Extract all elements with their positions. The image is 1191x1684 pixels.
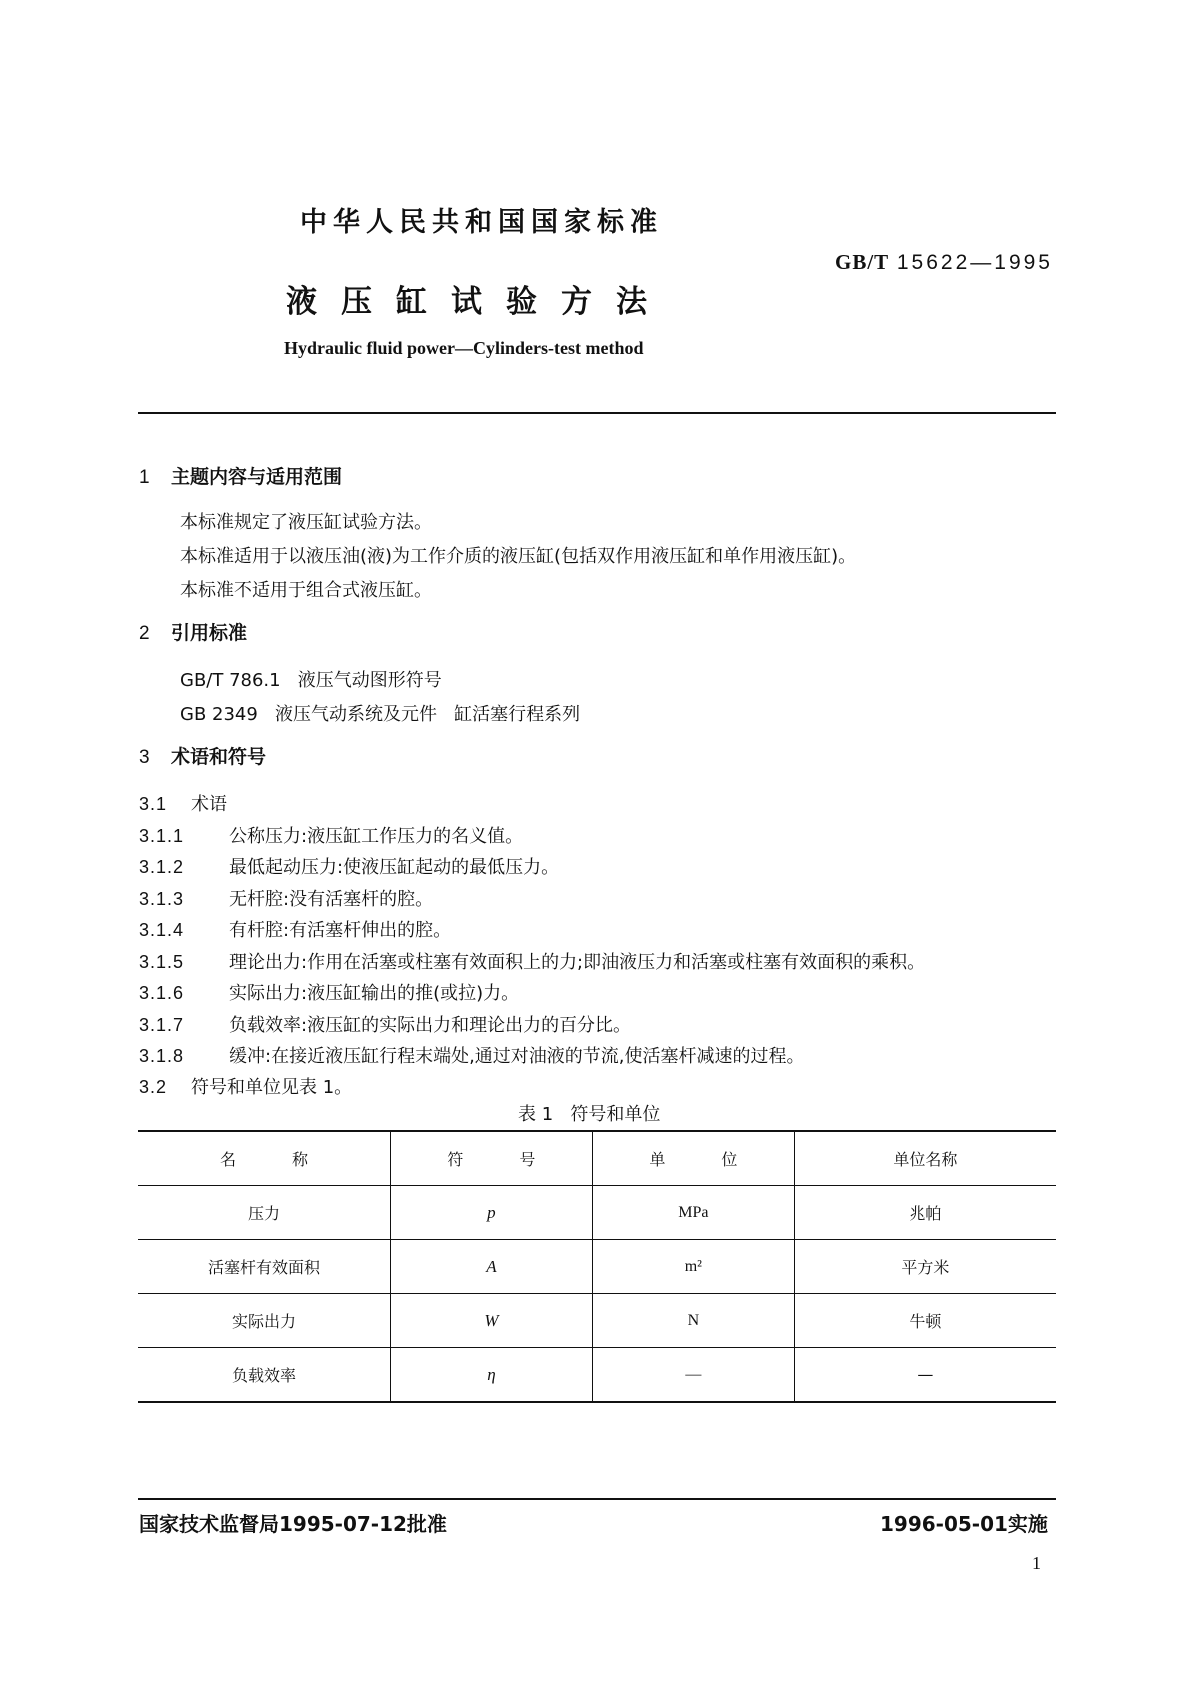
term-item (139, 948, 925, 974)
reference-item: GB/T 786.1 液压气动图形符号 (180, 670, 442, 691)
term-item (139, 979, 519, 1005)
cell-symbol: W (390, 1294, 592, 1348)
cell-unit: MPa (592, 1186, 794, 1240)
table-caption: 表 1 符号和单位 (518, 1104, 661, 1125)
footer-divider (138, 1498, 1056, 1500)
section-1-heading (139, 462, 342, 489)
cell-symbol: p (390, 1186, 592, 1240)
header-cell: 符号 (390, 1131, 592, 1186)
section-number: 1 (139, 467, 150, 488)
clause-number: 3.1.8 (139, 1046, 185, 1066)
clause-text: 无杆腔:没有活塞杆的腔。 (229, 889, 434, 910)
term-item (139, 885, 433, 911)
approval-date: 国家技术监督局1995-07-12批准 (139, 1512, 447, 1536)
clause-number: 3.1.2 (139, 857, 185, 877)
clause-number: 3.2 (139, 1077, 168, 1097)
standard-code-prefix: GB/T (835, 250, 890, 274)
reference-item: GB 2349 液压气动系统及元件 缸活塞行程系列 (180, 704, 581, 725)
section-3-heading (139, 742, 266, 769)
clause-text: 实际出力:液压缸输出的推(或拉)力。 (229, 983, 520, 1004)
term-item (139, 1042, 805, 1068)
table-row (138, 1294, 1056, 1348)
clause-text: 最低起动压力:使液压缸起动的最低压力。 (229, 857, 560, 878)
section-2-heading (139, 618, 247, 645)
header-cell: 单位名称 (794, 1131, 1056, 1186)
cell-unit-name: — (794, 1348, 1056, 1403)
terms-subheading (139, 790, 227, 816)
cell-unit-name: 平方米 (794, 1240, 1056, 1294)
term-item (139, 916, 451, 942)
cell-symbol: η (390, 1348, 592, 1403)
cell-name: 压力 (138, 1186, 390, 1240)
clause-text: 负载效率:液压缸的实际出力和理论出力的百分比。 (229, 1015, 632, 1036)
cell-unit-name: 牛顿 (794, 1294, 1056, 1348)
table-row (138, 1186, 1056, 1240)
page-number: 1 (1032, 1553, 1041, 1573)
standard-code (835, 250, 1053, 275)
section-title: 主题内容与适用范围 (171, 466, 343, 488)
cell-unit: — (592, 1348, 794, 1403)
paragraph: 本标准适用于以液压油(液)为工作介质的液压缸(包括双作用液压缸和单作用液压缸)。 (180, 546, 857, 567)
cell-unit-name: 兆帕 (794, 1186, 1056, 1240)
term-item (139, 1011, 631, 1037)
cell-name: 实际出力 (138, 1294, 390, 1348)
header-cell: 名称 (138, 1131, 390, 1186)
section-number: 3 (139, 747, 150, 768)
paragraph: 本标准规定了液压缸试验方法。 (180, 512, 432, 533)
section-title: 术语和符号 (171, 746, 267, 768)
clause-text: 缓冲:在接近液压缸行程末端处,通过对油液的节流,使活塞杆减速的过程。 (229, 1046, 805, 1067)
header-divider (138, 412, 1056, 414)
table-row (138, 1348, 1056, 1403)
clause-number: 3.1.1 (139, 826, 185, 846)
clause-text: 术语 (191, 794, 227, 815)
table-row (138, 1240, 1056, 1294)
symbols-clause (139, 1073, 352, 1099)
cell-name: 负载效率 (138, 1348, 390, 1403)
document-title: 液压缸试验方法 (286, 284, 671, 320)
implementation-date: 1996-05-01实施 (880, 1512, 1048, 1536)
section-number: 2 (139, 623, 150, 644)
term-item (139, 822, 523, 848)
standard-code-number: 15622—1995 (896, 251, 1053, 274)
paragraph: 本标准不适用于组合式液压缸。 (180, 580, 432, 601)
clause-text: 公称压力:液压缸工作压力的名义值。 (229, 826, 524, 847)
clause-text: 理论出力:作用在活塞或柱塞有效面积上的力;即油液压力和活塞或柱塞有效面积的乘积。 (229, 952, 926, 973)
national-standard-heading: 中华人民共和国国家标准 (300, 207, 663, 238)
clause-number: 3.1 (139, 794, 168, 814)
table-header-row (138, 1131, 1056, 1186)
header-cell: 单位 (592, 1131, 794, 1186)
clause-number: 3.1.5 (139, 952, 185, 972)
clause-text: 有杆腔:有活塞杆伸出的腔。 (229, 920, 452, 941)
section-title: 引用标准 (171, 622, 248, 644)
cell-name: 活塞杆有效面积 (138, 1240, 390, 1294)
clause-text: 符号和单位见表 1。 (191, 1077, 353, 1098)
cell-symbol: A (390, 1240, 592, 1294)
clause-number: 3.1.7 (139, 1015, 185, 1035)
clause-number: 3.1.4 (139, 920, 185, 940)
clause-number: 3.1.3 (139, 889, 185, 909)
clause-number: 3.1.6 (139, 983, 185, 1003)
cell-unit: m² (592, 1240, 794, 1294)
english-title: Hydraulic fluid power—Cylinders-test method (284, 338, 644, 358)
symbols-table (138, 1130, 1056, 1403)
cell-unit: N (592, 1294, 794, 1348)
term-item (139, 853, 559, 879)
